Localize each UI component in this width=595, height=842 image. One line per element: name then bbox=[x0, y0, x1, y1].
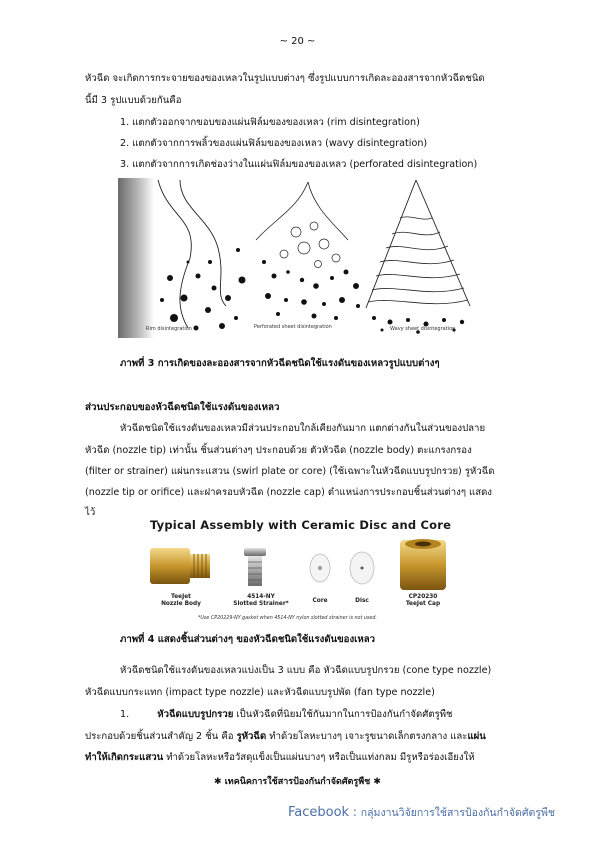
page-footer: ✱ เทคนิคการใช้สารป้องกันกำจัดศัตรูพืช ✱ bbox=[214, 777, 381, 787]
para3-line-2: หัวฉีดแบบกระแทก (impact type nozzle) และหัวฉีดแบบรูปพัด (fan type nozzle) bbox=[85, 687, 435, 698]
cap-part bbox=[400, 539, 446, 590]
label-nozzle-body: TeeJet Nozzle Body bbox=[161, 594, 201, 607]
facebook-credit bbox=[288, 804, 555, 821]
figure-4-caption: ภาพที่ 4 แสดงชิ้นส่วนต่างๆ ของหัวฉีดชนิดใช้แรงดันของเหลว bbox=[120, 634, 375, 645]
label-strainer: 4514-NY Slotted Strainer* bbox=[233, 594, 289, 607]
label-core: Core bbox=[312, 598, 328, 604]
para2-line-2: หัวฉีด (nozzle tip) เท่านั้น ชิ้นส่วนต่างๆ ประกอบด้วย ตัวหัวฉีด (nozzle body) ตะแกรงกรอง bbox=[85, 445, 472, 456]
assembly-note: *Use CP20229-NY gasket when 4514-NY nylon slotted strainer is not used. bbox=[198, 616, 377, 621]
item1-line2-a: ประกอบด้วยชิ้นส่วนสำคัญ 2 ชิ้น คือ bbox=[85, 731, 237, 742]
figure-disintegration-patterns bbox=[118, 178, 488, 338]
item1-title: หัวฉีดแบบรูปกรวย bbox=[157, 709, 234, 720]
list-item-perforated: 3. แตกตัวจากการเกิดช่องว่างในแผ่นฟิล์มของของเหลว (perforated disintegration) bbox=[120, 159, 478, 170]
item1-line2-b: รูหัวฉีด bbox=[236, 731, 267, 742]
assembly-title: Typical Assembly with Ceramic Disc and Core bbox=[150, 518, 452, 532]
facebook-separator: : bbox=[349, 805, 361, 819]
list-item-rim: 1. แตกตัวออกจากขอบของแผ่นฟิล์มของของเหลว (rim disintegration) bbox=[120, 117, 420, 128]
para2-line-5: ไว้ bbox=[85, 507, 96, 518]
item1-line3-b: ทำด้วยโลหะหรือวัสดุแข็งเป็นแผ่นบางๆ หรือเป็นแท่งกลม มีรูหรือร่องเอียงให้ bbox=[163, 752, 475, 763]
item1-number: 1. bbox=[120, 709, 130, 720]
strainer-part bbox=[244, 548, 266, 586]
item1-line-3 bbox=[85, 751, 475, 765]
section-title: ส่วนประกอบของหัวฉีดชนิดใช้แรงดันของเหลว bbox=[85, 402, 280, 413]
para3-line-1: หัวฉีดชนิดใช้แรงดันของเหลวแบ่งเป็น 3 แบบ คือ หัวฉีดแบบรูปกรวย (cone type nozzle) bbox=[120, 665, 492, 676]
core-part bbox=[310, 554, 330, 582]
facebook-group: กลุ่มงานวิจัยการใช้สารป้องกันกำจัดศัตรูพืช bbox=[360, 807, 556, 819]
item1-line-1 bbox=[120, 708, 453, 722]
facebook-name: Facebook bbox=[288, 805, 350, 820]
label-rim: Rim disintegration bbox=[146, 326, 192, 332]
para2-line-3: (filter or strainer) แผ่นกระแสวน (swirl plate or core) (ใช้เฉพาะในหัวฉีดแบบรูปกรวย) รูหัวฉีด bbox=[85, 466, 495, 477]
label-perforated: Perforated sheet disintegration bbox=[254, 324, 332, 330]
para2-line-4: (nozzle tip or orifice) และฝาครอบหัวฉีด (nozzle cap) ตำแหน่งการประกอบชิ้นส่วนต่างๆ แสดง bbox=[85, 487, 492, 498]
item1-line3-a: ทำให้เกิดกระแสวน bbox=[85, 752, 164, 763]
label-disc: Disc bbox=[355, 598, 369, 604]
label-wavy: Wavy sheet disintegration bbox=[390, 326, 456, 332]
item1-line1-rest: เป็นหัวฉีดที่นิยมใช้กันมากในการป้องกันกำจัดศัตรูพืช bbox=[236, 709, 453, 720]
intro-line-1: หัวฉีด จะเกิดการกระจายของของเหลวในรูปแบบต่างๆ ซึ่งรูปแบบการเกิดละอองสารจากหัวฉีดชนิด bbox=[85, 73, 485, 84]
disc-part bbox=[350, 552, 374, 584]
nozzle-body-part bbox=[150, 548, 210, 584]
label-cap: CP20230 TeeJet Cap bbox=[405, 594, 441, 607]
list-item-wavy: 2. แตกตัวจากการพลิ้วของแผ่นฟิล์มของของเหลว (wavy disintegration) bbox=[120, 138, 428, 149]
page-number: ~ 20 ~ bbox=[279, 36, 316, 47]
item1-line-2 bbox=[85, 730, 486, 744]
disintegration-illustration bbox=[118, 178, 488, 338]
figure-nozzle-assembly bbox=[142, 518, 472, 626]
intro-line-2: นี้มี 3 รูปแบบด้วยกันคือ bbox=[85, 95, 182, 106]
figure-3-caption: ภาพที่ 3 การเกิดของละอองสารจากหัวฉีดชนิดใช้แรงดันของเหลวรูปแบบต่างๆ bbox=[120, 358, 440, 369]
item1-line2-d: แผ่น bbox=[467, 731, 486, 742]
para2-line-1: หัวฉีดชนิดใช้แรงดันของเหลวมีส่วนประกอบใกล้เคียงกันมาก แตกต่างกันในส่วนของปลาย bbox=[120, 423, 486, 434]
nozzle-parts-illustration bbox=[142, 518, 472, 626]
item1-line2-c: ทำด้วยโลหะบางๆ เจาะรูขนาดเล็กตรงกลาง และ bbox=[266, 731, 468, 742]
